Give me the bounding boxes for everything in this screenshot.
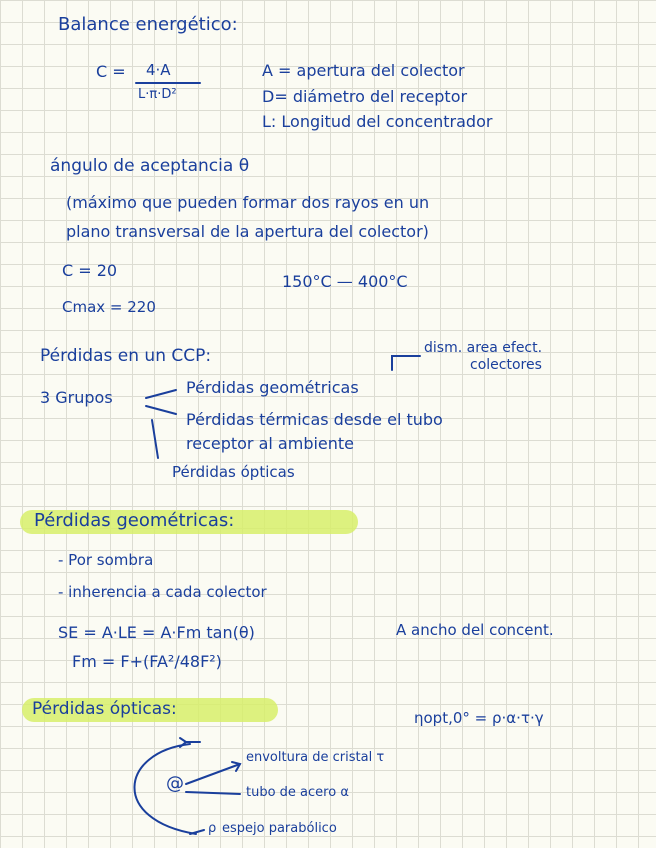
losses-group-thermal-line1: Pérdidas térmicas desde el tubo <box>186 410 443 429</box>
geometric-formula-se: SE = A·LE = A·Fm tan(θ) <box>58 623 255 642</box>
losses-side-note-line2: colectores <box>470 357 542 373</box>
acceptance-note-line1: (máximo que pueden formar dos rayos en un <box>66 193 430 212</box>
label-mirror: espejo parabólico <box>222 821 337 836</box>
acceptance-angle-heading: ángulo de aceptancia θ <box>50 156 250 176</box>
formula-c: C = <box>96 62 126 81</box>
value-c: C = 20 <box>62 261 118 280</box>
definition-d: D= diámetro del receptor <box>262 87 468 106</box>
losses-heading: Pérdidas en un CCP: <box>40 346 212 366</box>
losses-group-geometric: Pérdidas geométricas <box>186 378 359 397</box>
value-cmax: Cmax = 220 <box>62 298 156 316</box>
geometric-item-shadow: - Por sombra <box>58 551 154 569</box>
tube-symbol: @ <box>166 773 184 794</box>
optical-efficiency: ηopt,0° = ρ·α·τ·γ <box>414 709 544 727</box>
mirror-symbol: ρ <box>208 821 217 836</box>
definition-a: A = apertura del colector <box>262 61 465 80</box>
losses-groups-label: 3 Grupos <box>40 388 113 407</box>
losses-side-note-line1: dism. area efect. <box>424 340 543 356</box>
group-line-1 <box>146 390 176 398</box>
label-tube: tubo de acero α <box>246 785 349 800</box>
side-note-bracket <box>392 356 420 370</box>
acceptance-note-line2: plano transversal de la apertura del colector) <box>66 222 429 241</box>
label-envelope: envoltura de cristal τ <box>246 750 385 765</box>
arrow-tube <box>186 792 240 794</box>
geometric-formula-fm: Fm = F+(FA²/48F²) <box>72 652 222 671</box>
group-line-2 <box>146 406 176 414</box>
definition-l: L: Longitud del concentrador <box>262 112 493 131</box>
geometric-side-note: A ancho del concent. <box>396 621 554 639</box>
arrow-mirror <box>190 830 204 834</box>
formula-numerator: 4·A <box>146 61 171 79</box>
geometric-item-inherent: - inherencia a cada colector <box>58 583 267 601</box>
geometric-heading: Pérdidas geométricas: <box>34 510 235 531</box>
page-title: Balance energético: <box>58 14 238 35</box>
losses-group-thermal-line2: receptor al ambiente <box>186 434 355 453</box>
value-temp-range: 150°C — 400°C <box>282 272 408 291</box>
formula-denominator: L·π·D² <box>138 87 177 102</box>
group-line-3 <box>152 420 158 458</box>
losses-group-optical: Pérdidas ópticas <box>172 463 295 481</box>
optical-heading: Pérdidas ópticas: <box>32 699 177 719</box>
arrow-envelope <box>186 764 240 784</box>
